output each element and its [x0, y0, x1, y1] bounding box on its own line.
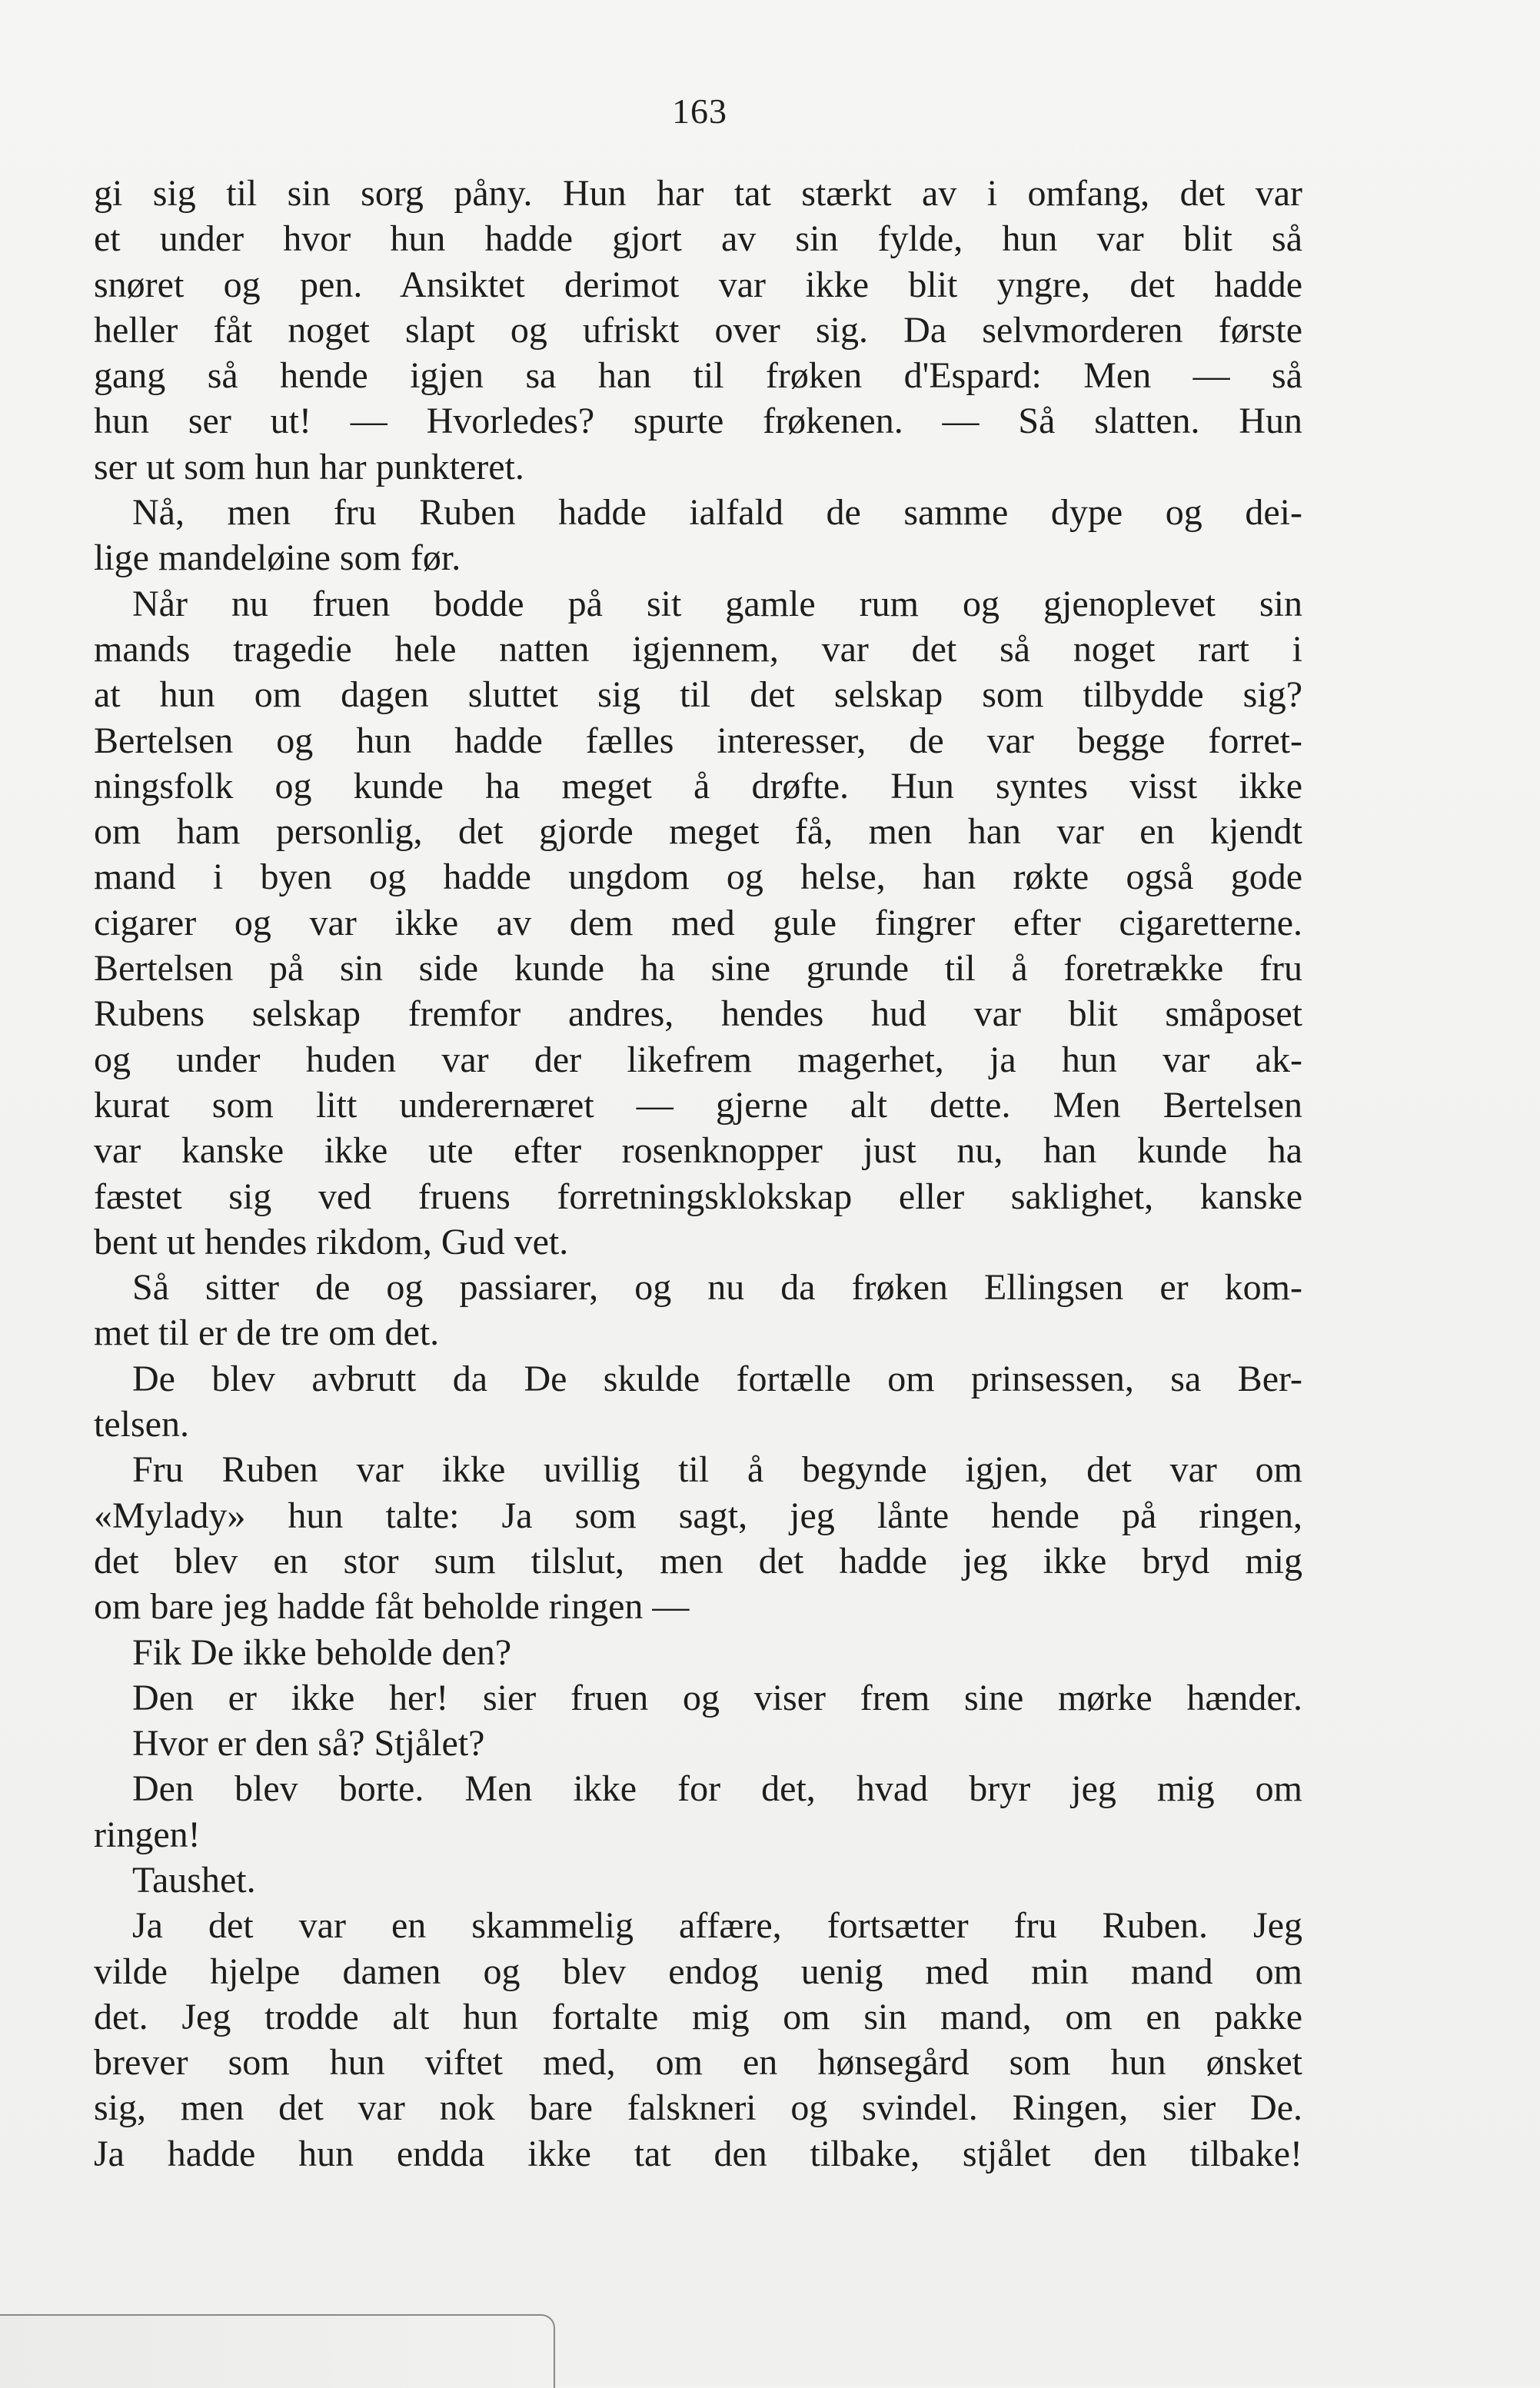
- text-line: cigarer og var ikke av dem med gule fingrer efter cigaretterne.: [94, 902, 1302, 943]
- text-line: Fru Ruben var ikke uvillig til å begynde igjen, det var om: [132, 1449, 1302, 1491]
- text-line: Nå, men fru Ruben hadde ialfald de samme dype og dei-: [132, 492, 1302, 534]
- text-line: Den blev borte. Men ikke for det, hvad bryr jeg mig om: [132, 1768, 1302, 1810]
- text-line: brever som hun viftet med, om en hønsegård som hun ønsket: [94, 2042, 1302, 2084]
- text-line: ser ut som hun har punkteret.: [94, 446, 524, 487]
- text-line: Hvor er den så? Stjålet?: [132, 1723, 485, 1764]
- text-line: gi sig til sin sorg påny. Hun har tat stærkt av i omfang, det var: [94, 173, 1302, 214]
- text-line: Fik De ikke beholde den?: [132, 1631, 512, 1673]
- body-text: [94, 171, 1302, 2177]
- text-line: Når nu fruen bodde på sit gamle rum og gjenoplevet sin: [132, 583, 1302, 624]
- page-number: 163: [672, 91, 727, 131]
- text-line: Den er ikke her! sier fruen og viser frem sine mørke hænder.: [132, 1677, 1302, 1718]
- text-line: Bertelsen og hun hadde fælles interesser, de var begge forret-: [94, 720, 1302, 761]
- text-line: Taushet.: [132, 1859, 256, 1901]
- text-line: bent ut hendes rikdom, Gud vet.: [94, 1221, 569, 1262]
- text-line: sig, men det var nok bare falskneri og svindel. Ringen, sier De.: [94, 2087, 1302, 2129]
- text-line: vilde hjelpe damen og blev endog uenig med min mand om: [94, 1951, 1302, 1992]
- text-line: snøret og pen. Ansiktet derimot var ikke blit yngre, det hadde: [94, 264, 1302, 305]
- text-line: hun ser ut! — Hvorledes? spurte frøkenen. — Så slatten. Hun: [94, 401, 1302, 442]
- text-line: mands tragedie hele natten igjennem, var det så noget rart i: [94, 628, 1302, 670]
- text-line: telsen.: [94, 1404, 189, 1445]
- text-line: Rubens selskap fremfor andres, hendes hud var blit småposet: [94, 993, 1302, 1035]
- text-line: et under hvor hun hadde gjort av sin fylde, hun var blit så: [94, 218, 1302, 260]
- text-line: at hun om dagen sluttet sig til det selskap som tilbydde sig?: [94, 674, 1302, 716]
- text-line: var kanske ikke ute efter rosenknopper just nu, han kunde ha: [94, 1130, 1302, 1172]
- text-line: lige mandeløine som før.: [94, 537, 461, 579]
- text-line: om ham personlig, det gjorde meget få, men han var en kjendt: [94, 811, 1302, 853]
- text-line: det blev en stor sum tilslut, men det hadde jeg ikke bryd mig: [94, 1540, 1302, 1581]
- text-line: «Mylady» hun talte: Ja som sagt, jeg lånte hende på ringen,: [94, 1495, 1302, 1536]
- text-line: Ja det var en skammelig affære, fortsætter fru Ruben. Jeg: [132, 1905, 1302, 1947]
- text-line: det. Jeg trodde alt hun fortalte mig om sin mand, om en pakke: [94, 1996, 1302, 2037]
- text-line: Så sitter de og passiarer, og nu da frøken Ellingsen er kom-: [132, 1267, 1302, 1309]
- text-line: fæstet sig ved fruens forretningsklokskap eller saklighet, kanske: [94, 1176, 1302, 1217]
- text-line: met til er de tre om det.: [94, 1312, 440, 1354]
- text-line: Bertelsen på sin side kunde ha sine grunde til å foretrække fru: [94, 948, 1302, 989]
- text-line: Ja hadde hun endda ikke tat den tilbake, stjålet den tilbake!: [94, 2133, 1302, 2174]
- text-line: kurat som litt underernæret — gjerne alt dette. Men Bertelsen: [94, 1084, 1302, 1126]
- text-line: heller fåt noget slapt og ufriskt over sig. Da selvmorderen første: [94, 309, 1302, 351]
- text-line: gang så hende igjen sa han til frøken d'Espard: Men — så: [94, 355, 1302, 397]
- text-line: mand i byen og hadde ungdom og helse, han røkte også gode: [94, 856, 1302, 898]
- text-line: ningsfolk og kunde ha meget å drøfte. Hun syntes visst ikke: [94, 765, 1302, 807]
- text-line: ringen!: [94, 1814, 201, 1855]
- page-edge-mark: [0, 2314, 555, 2388]
- text-line: og under huden var der likefrem magerhet, ja hun var ak-: [94, 1039, 1302, 1080]
- text-line: om bare jeg hadde fåt beholde ringen —: [94, 1586, 690, 1628]
- text-line: De blev avbrutt da De skulde fortælle om prinsessen, sa Ber-: [132, 1358, 1302, 1399]
